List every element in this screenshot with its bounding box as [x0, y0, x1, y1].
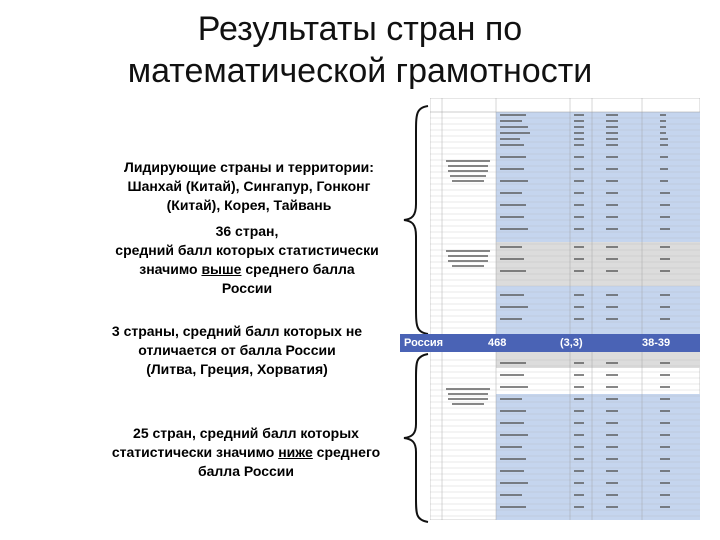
block3-line1: 3 страны, средний балл которых не — [111, 323, 363, 339]
block1-line3: (Китай), Корея, Тайвань — [166, 197, 332, 213]
table-grid — [430, 98, 700, 520]
block2-line4: России — [221, 280, 273, 296]
page-title — [60, 8, 660, 92]
block1-line1: Лидирующие страны и территории: — [124, 159, 374, 175]
block4-line3: балла России — [197, 463, 295, 479]
russia-score: 468 — [488, 337, 507, 349]
block4-line2-post: среднего — [312, 444, 381, 460]
russia-error: (3,3) — [560, 337, 583, 349]
russia-country: Россия — [404, 337, 444, 349]
same-as-russia-text — [82, 322, 392, 379]
russia-row — [400, 334, 700, 352]
leading-countries-text — [98, 158, 400, 215]
block2-line2: средний балл которых статистически — [115, 242, 379, 258]
block4-line1: 25 стран, средний балл которых — [133, 425, 359, 441]
above-russia-text — [92, 222, 402, 298]
block2-line3-pre: значимо — [139, 261, 202, 277]
block3-line3: (Литва, Греция, Хорватия) — [146, 361, 328, 377]
block4-underlined-word: ниже — [278, 444, 313, 460]
block2-line3-post: среднего балла — [241, 261, 355, 277]
title-line-2: математической грамотности — [127, 52, 593, 90]
title-line-1: Результаты стран по — [197, 10, 523, 48]
block1-line2: Шанхай (Китай), Сингапур, Гонконг — [127, 178, 371, 194]
below-russia-text — [88, 424, 404, 481]
block4-line2 — [88, 443, 404, 462]
block3-line2: отличается от балла России — [138, 342, 336, 358]
upper-brace-icon — [402, 104, 432, 336]
russia-rank: 38-39 — [642, 337, 671, 349]
block2-line1: 36 стран, — [215, 223, 279, 239]
results-table — [430, 98, 700, 520]
block2-underlined-word: выше — [201, 261, 242, 277]
lower-brace-icon — [402, 352, 432, 524]
block4-line2-pre: статистически значимо — [111, 444, 279, 460]
block2-line3 — [92, 260, 402, 279]
